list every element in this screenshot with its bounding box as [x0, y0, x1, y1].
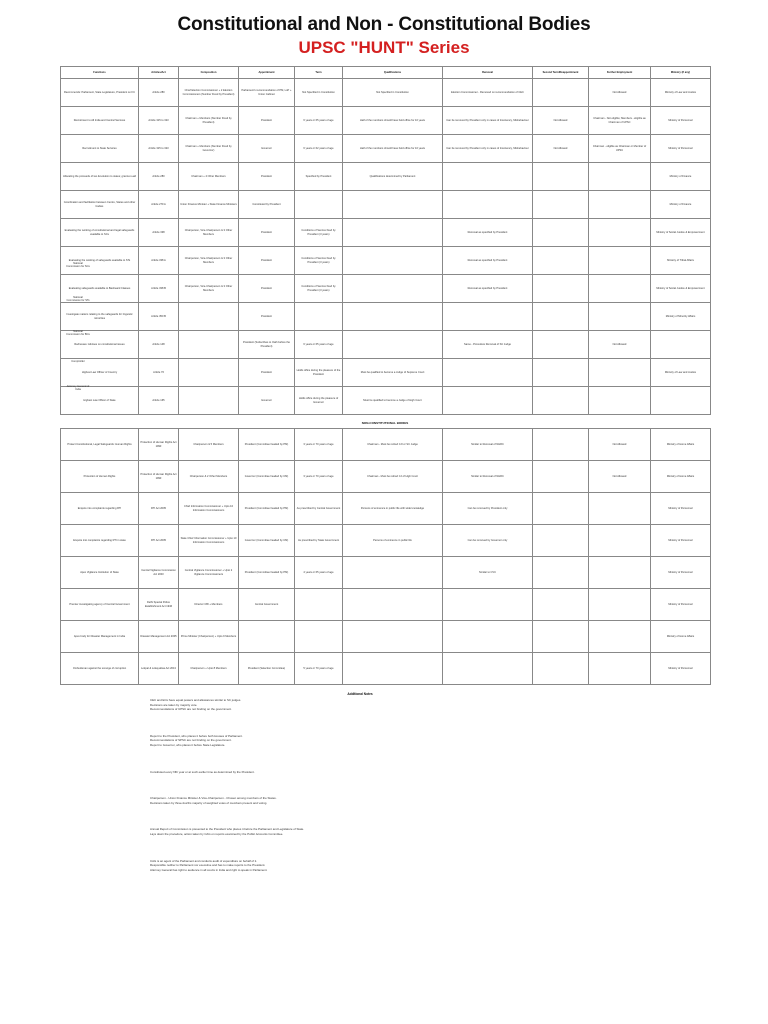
table-cell: Chairperson, Vice-Chairperson & 3 Other Members — [179, 219, 239, 247]
table-cell: Parliament's recommendation of PM, LoP + Union Cabinet — [239, 79, 295, 107]
table-cell: Governor (Committee headed by CM) — [239, 461, 295, 493]
table-row — [61, 107, 711, 135]
table-cell: Chairperson + Upto 8 Members — [179, 653, 239, 685]
table-cell: 4 years or 65 years of age — [295, 557, 343, 589]
table-cell — [589, 163, 651, 191]
table-cell: Evaluating the working of constitutional and legal safeguards available to SCs — [61, 219, 139, 247]
table-cell: 5 years or 70 years of age — [295, 653, 343, 685]
note-line: Recommendations of UPSC are not binding on the government. — [150, 707, 232, 712]
table-cell: Premier investigating agency of Central Government — [61, 589, 139, 621]
table-cell — [295, 191, 343, 219]
table-cell — [295, 303, 343, 331]
table-cell: Recruitment to All India and Central Services — [61, 107, 139, 135]
table-cell: Ministry of Social Justice & Empowerment — [651, 275, 711, 303]
table-cell: Enquire into complaints regarding RTI — [61, 493, 139, 525]
table-cell — [343, 219, 443, 247]
table-row — [61, 247, 711, 275]
table-cell: Central Vigilance Commission Act 2003 — [139, 557, 179, 589]
table-cell: Evaluating the working of safeguards available to STs — [61, 247, 139, 275]
table-cell — [343, 303, 443, 331]
side-label: Attorney General of India — [66, 385, 90, 391]
table-row — [61, 275, 711, 303]
table-cell: Ministry of Home Affairs — [651, 429, 711, 461]
table-cell — [239, 621, 295, 653]
table-cell — [343, 557, 443, 589]
note-line: Attorney General has right to audience in all courts in India and right to speak in Parliament. — [150, 867, 268, 872]
table-cell: Can be removed by President only in cases of Insolvency, Misbehaviour — [443, 135, 533, 163]
table-cell — [443, 303, 533, 331]
table-header-row — [61, 67, 711, 79]
table-cell: Chairman + 4 Other Members — [179, 163, 239, 191]
table-cell: Removal as specified by President — [443, 275, 533, 303]
note-line: Decisions taken by three-fourths majority of weighted votes of members present and voting. — [150, 800, 268, 805]
column-header: Further Employment — [589, 67, 651, 79]
table-cell: Chairman + Members (Number Fixed by President) — [179, 107, 239, 135]
table-cell — [533, 621, 589, 653]
table-row — [61, 387, 711, 415]
table-cell: Ministry of Personnel — [651, 557, 711, 589]
table-cell — [343, 621, 443, 653]
table-cell: Removal as specified by President — [443, 247, 533, 275]
table-cell — [179, 359, 239, 387]
table-cell — [295, 589, 343, 621]
table-cell: State Chief Information Commissioner + Upto 10 Information Commissioners — [179, 525, 239, 557]
notes-heading: Additional Notes — [347, 692, 373, 696]
table-cell: Article 315 to 323 — [139, 135, 179, 163]
table-cell: Ministry of Minority Affairs — [651, 303, 711, 331]
table-cell: Persons of eminence in public life — [343, 525, 443, 557]
table-cell: Not Specified in Constitution — [343, 79, 443, 107]
table-cell: Similar to Removal of NHRC — [443, 429, 533, 461]
page-subtitle: UPSC "HUNT" Series — [298, 38, 470, 57]
note-line: Report to Governor, who places it before State Legislature. — [150, 742, 226, 747]
table-cell: Can be removed by President only in cases of Insolvency, Misbehaviour — [443, 107, 533, 135]
table-cell: Ministry of Home Affairs — [651, 621, 711, 653]
table-cell — [533, 493, 589, 525]
note-line: Lays down the procedure, action taken by CAG on reports examined by the Public Accounts Committee. — [150, 831, 284, 836]
note-line: Report to the President, who places it before both Houses of Parliament. — [150, 733, 243, 738]
table-cell — [533, 653, 589, 685]
table-cell — [343, 653, 443, 685]
table-cell: Constituted by President — [239, 191, 295, 219]
table-cell: Disaster Management Act 2005 — [139, 621, 179, 653]
table-cell: Ministry of Home Affairs — [651, 461, 711, 493]
table-cell: 3 years or 70 years of age — [295, 461, 343, 493]
table-cell: Conditions of Service fixed by President (3 years) — [295, 247, 343, 275]
table-cell: Persons of eminence in public life with wide knowledge — [343, 493, 443, 525]
table-cell: President (Committee headed by PM) — [239, 557, 295, 589]
table-cell: RTI Act 2005 — [139, 525, 179, 557]
table-cell — [443, 621, 533, 653]
table-cell — [589, 275, 651, 303]
table-cell — [443, 387, 533, 415]
table-cell: Delhi Special Police Establishment Act 1946 — [139, 589, 179, 621]
table-cell: Not Allowed — [589, 461, 651, 493]
table-cell — [533, 387, 589, 415]
table-cell — [589, 557, 651, 589]
table-cell: Article 148 — [139, 331, 179, 359]
table-cell: RTI Act 2005 — [139, 493, 179, 525]
table-cell: Redresses: Advises on constitutional issues — [61, 331, 139, 359]
table-cell — [295, 621, 343, 653]
table-cell: Article 280 — [139, 79, 179, 107]
table-cell: Qualifications determined by Parliament — [343, 163, 443, 191]
table-cell: Governor — [239, 135, 295, 163]
table-cell: Recruitment to State Services — [61, 135, 139, 163]
table-cell: Chairman - Must be retired CJI or SC Judge — [343, 429, 443, 461]
table-cell — [343, 331, 443, 359]
note-line: Responsible neither to Parliament nor executive and has to make reports to the President. — [150, 863, 266, 868]
table-row — [61, 621, 711, 653]
table-cell: Ministry of Personnel — [651, 135, 711, 163]
table-cell: Protection of Human Rights Act 1993 — [139, 429, 179, 461]
constitutional-rows — [61, 79, 711, 415]
table-cell: Prime Minister (Chairperson) + Upto 9 Members — [179, 621, 239, 653]
table-cell: Ministry of Personnel — [651, 493, 711, 525]
table-row — [61, 191, 711, 219]
table-cell: Coordination and facilitation between Centre, States and other bodies — [61, 191, 139, 219]
table-cell: Central Government — [239, 589, 295, 621]
table-cell: Article 315 to 323 — [139, 107, 179, 135]
note-line: Recommendations of SPSC are not binding on the government. — [150, 738, 232, 743]
table-cell — [589, 219, 651, 247]
table-cell: Chairperson, Vice-Chairperson & 3 Other Members — [179, 275, 239, 303]
table-cell: Ministry of Social Justice & Empowerment — [651, 219, 711, 247]
table-cell: Governor — [239, 387, 295, 415]
table-cell: Chairman - Not eligible; Members - eligible as Chairman of UPSC — [589, 107, 651, 135]
section-heading-non-constitutional: NON-CONSTITUTIONAL BODIES — [361, 421, 409, 425]
note-line: Constituted every fifth year or at such earlier time as determined by the President. — [150, 769, 255, 774]
table-cell: Allocating the proceeds of tax devolution to states; grants-in-aid — [61, 163, 139, 191]
note-line: Annual Report of Commission is presented to the President who places it before the Parliament and Legislature of State. — [150, 827, 305, 832]
table-cell — [533, 163, 589, 191]
table-cell: 3 years or 70 years of age — [295, 429, 343, 461]
note-line: Chairperson - Union Finance Minister & Vice-Chairperson - Chosen among members of the States. — [150, 796, 277, 801]
table-cell: Lokpal & Lokayuktas Act 2013 — [139, 653, 179, 685]
table-row — [61, 219, 711, 247]
table-cell — [443, 589, 533, 621]
note-line: CAG is an agent of the Parliament and conducts audit of expenditure on behalf of it. — [150, 858, 258, 863]
table-row — [61, 135, 711, 163]
table-cell: Removal as specified by President — [443, 219, 533, 247]
table-cell: Must be qualified to become a Judge of Supreme Court — [343, 359, 443, 387]
table-cell — [589, 359, 651, 387]
table-cell: Holds office during the pleasure of Governor — [295, 387, 343, 415]
column-header: Functions — [61, 67, 139, 79]
table-cell: Half of the members should have held office for 10 years — [343, 135, 443, 163]
table-cell: As prescribed by Central Government — [295, 493, 343, 525]
column-header: Composition — [179, 67, 239, 79]
table-cell: President (Committee headed by PM) — [239, 429, 295, 461]
table-cell: Protection of Human Rights — [61, 461, 139, 493]
table-cell: Can be removed by President only — [443, 493, 533, 525]
column-header: Removal — [443, 67, 533, 79]
table-cell: Not Specified in Constitution — [295, 79, 343, 107]
additional-notes — [150, 692, 570, 873]
table-cell: Chief Information Commissioner + Upto 10 Information Commissioners — [179, 493, 239, 525]
table-cell — [533, 303, 589, 331]
page-title: Constitutional and Non - Constitutional Bodies — [177, 14, 591, 35]
table-row — [61, 461, 711, 493]
table-cell: President — [239, 107, 295, 135]
table-cell — [589, 191, 651, 219]
table-cell: Governor (Committee headed by CM) — [239, 525, 295, 557]
table-row — [61, 331, 711, 359]
table-cell: Chairman + Members (Number Fixed by Governor) — [179, 135, 239, 163]
table-cell: Similar to Removal of NHRC — [443, 461, 533, 493]
table-cell — [533, 429, 589, 461]
table-cell: Must be qualified to become a Judge of High Court — [343, 387, 443, 415]
table-cell: Chairman - Must be retired CJ of High Court — [343, 461, 443, 493]
table-cell: Apex Vigilance Institution of State — [61, 557, 139, 589]
table-cell: Not Allowed — [589, 79, 651, 107]
table-row — [61, 429, 711, 461]
table-cell — [533, 359, 589, 387]
column-header: Ministry (if any) — [651, 67, 711, 79]
table-cell — [179, 331, 239, 359]
table-cell — [533, 247, 589, 275]
table-cell: President (Selection Committee) — [239, 653, 295, 685]
table-cell: Article 338 — [139, 219, 179, 247]
table-cell — [533, 461, 589, 493]
table-cell: Chairman - eligible as Chairman or Member of UPSC — [589, 135, 651, 163]
table-cell — [443, 191, 533, 219]
table-cell: Ministry of Personnel — [651, 589, 711, 621]
table-cell: Article 165 — [139, 387, 179, 415]
table-cell — [179, 387, 239, 415]
table-cell — [589, 303, 651, 331]
table-cell: Can be removed by Governor only — [443, 525, 533, 557]
table-cell: Enquire into complaints regarding RTI in state — [61, 525, 139, 557]
table-cell: Half of the members should have held office for 10 years — [343, 107, 443, 135]
table-cell — [443, 653, 533, 685]
table-cell: 6 years or 65 years of age — [295, 331, 343, 359]
table-cell — [179, 303, 239, 331]
table-cell — [533, 589, 589, 621]
table-cell: Recommends: Parliament, State Legislature, President on FC — [61, 79, 139, 107]
table-cell: Not Allowed — [589, 331, 651, 359]
table-cell: Article 279 A — [139, 191, 179, 219]
table-cell: President (Committee headed by PM) — [239, 493, 295, 525]
column-header: Qualifications — [343, 67, 443, 79]
table-row — [61, 303, 711, 331]
table-cell: Director CBI + Members — [179, 589, 239, 621]
table-cell: President — [239, 219, 295, 247]
table-cell: Central Vigilance Commissioner + Upto 2 Vigilance Commissioners — [179, 557, 239, 589]
table-cell — [533, 79, 589, 107]
table-cell — [589, 653, 651, 685]
column-header: Term — [295, 67, 343, 79]
table-cell: Same - Procedure Removal of SC Judge — [443, 331, 533, 359]
table-cell: Similar to CVC — [443, 557, 533, 589]
table-cell — [533, 525, 589, 557]
side-label: National Commission for SCs — [66, 262, 90, 268]
table-cell: Ministry of Tribal Affairs — [651, 247, 711, 275]
column-header: Second Term/Reappointment — [533, 67, 589, 79]
table-cell: Ministry of Personnel — [651, 107, 711, 135]
table-row — [61, 525, 711, 557]
table-cell: 6 years or 65 years of age — [295, 107, 343, 135]
table-row — [61, 589, 711, 621]
table-row — [61, 163, 711, 191]
table-cell: Chairperson, Vice-Chairperson & 3 Other Members — [179, 247, 239, 275]
table-cell — [533, 275, 589, 303]
table-cell: Article 76 — [139, 359, 179, 387]
table-cell — [343, 191, 443, 219]
note-line: CEC and ECs have equal powers and allowances similar to SC judges. — [150, 698, 242, 702]
table-cell: Ministry of Personnel — [651, 653, 711, 685]
table-cell: President — [239, 303, 295, 331]
table-cell: Article 338 B — [139, 275, 179, 303]
table-cell: Union Finance Minister + State Finance Ministers — [179, 191, 239, 219]
table-cell — [589, 589, 651, 621]
table-cell: 6 years or 62 years of age — [295, 135, 343, 163]
table-cell: Ministry of Finance — [651, 163, 711, 191]
note-line: Decisions are taken by majority vote. — [150, 702, 198, 707]
table-cell: Not Allowed — [533, 135, 589, 163]
table-cell: Not Allowed — [533, 107, 589, 135]
non-constitutional-rows — [61, 429, 711, 685]
table-cell: Chief Election Commissioner + 2 Election Commissioners (Number Fixed by President) — [179, 79, 239, 107]
bodies-table — [60, 66, 711, 415]
table-cell: Not Allowed — [589, 429, 651, 461]
table-cell: Conditions of Service fixed by President (3 years) — [295, 275, 343, 303]
table-cell: President — [239, 163, 295, 191]
table-cell: Conditions of Service fixed by President (3 years) — [295, 219, 343, 247]
table-row — [61, 557, 711, 589]
table-row — [61, 493, 711, 525]
table-row — [61, 359, 711, 387]
side-label: National Commission for STs — [66, 296, 90, 302]
table-cell: Election Commissioner - Removed on recommendation of CEC — [443, 79, 533, 107]
table-cell: Ministry of Personnel — [651, 525, 711, 557]
table-cell: Protect Constitutional, Legal Safeguards: Human Rights — [61, 429, 139, 461]
table-row — [61, 79, 711, 107]
table-cell: Article 280 — [139, 163, 179, 191]
table-cell: Article 338 A — [139, 247, 179, 275]
table-cell — [589, 247, 651, 275]
table-cell — [343, 275, 443, 303]
table-cell — [533, 219, 589, 247]
table-cell: Ombudsman against the scourge of corruption — [61, 653, 139, 685]
table-cell — [533, 191, 589, 219]
table-cell: President — [239, 359, 295, 387]
non-constitutional-table — [60, 428, 711, 685]
table-cell — [343, 247, 443, 275]
table-cell: Article 350 B — [139, 303, 179, 331]
table-cell — [651, 387, 711, 415]
table-cell — [589, 387, 651, 415]
table-cell — [443, 359, 533, 387]
table-row — [61, 653, 711, 685]
non-constitutional-sheet — [60, 428, 710, 690]
table-cell — [443, 163, 533, 191]
table-cell: President — [239, 275, 295, 303]
table-cell: Protection of Human Rights Act 1993 — [139, 461, 179, 493]
table-cell — [589, 621, 651, 653]
table-cell — [533, 331, 589, 359]
table-cell: Apex body for Disaster Management in India — [61, 621, 139, 653]
side-label: National Commission for BCs — [66, 330, 90, 336]
table-cell: Highest Law Officer of State — [61, 387, 139, 415]
column-header: Appointment — [239, 67, 295, 79]
table-cell: Holds office during the pleasure of the President — [295, 359, 343, 387]
table-cell: Ministry of Finance — [651, 191, 711, 219]
column-header: Articles/Act — [139, 67, 179, 79]
table-cell: Highest Law Officer of Country — [61, 359, 139, 387]
table-cell — [343, 589, 443, 621]
table-cell: Investigate matters relating to the safeguards for linguistic minorities — [61, 303, 139, 331]
table-cell — [589, 525, 651, 557]
table-cell: President — [239, 247, 295, 275]
table-cell: Chairperson & 2 Other Members — [179, 461, 239, 493]
table-cell — [651, 331, 711, 359]
table-cell — [589, 493, 651, 525]
table-cell: Specified by President — [295, 163, 343, 191]
table-cell: Chairperson & 5 Members — [179, 429, 239, 461]
side-label: Comptroller — [71, 360, 85, 363]
table-cell: Ministry of Law and Justice — [651, 79, 711, 107]
table-cell: President (Subscribes to Oath before the President) — [239, 331, 295, 359]
notes-body — [150, 699, 570, 872]
table-cell: Ministry of Law and Justice — [651, 359, 711, 387]
table-cell — [533, 557, 589, 589]
table-cell: As prescribed by State Government — [295, 525, 343, 557]
table-cell: Evaluating safeguards available to Backward Classes — [61, 275, 139, 303]
